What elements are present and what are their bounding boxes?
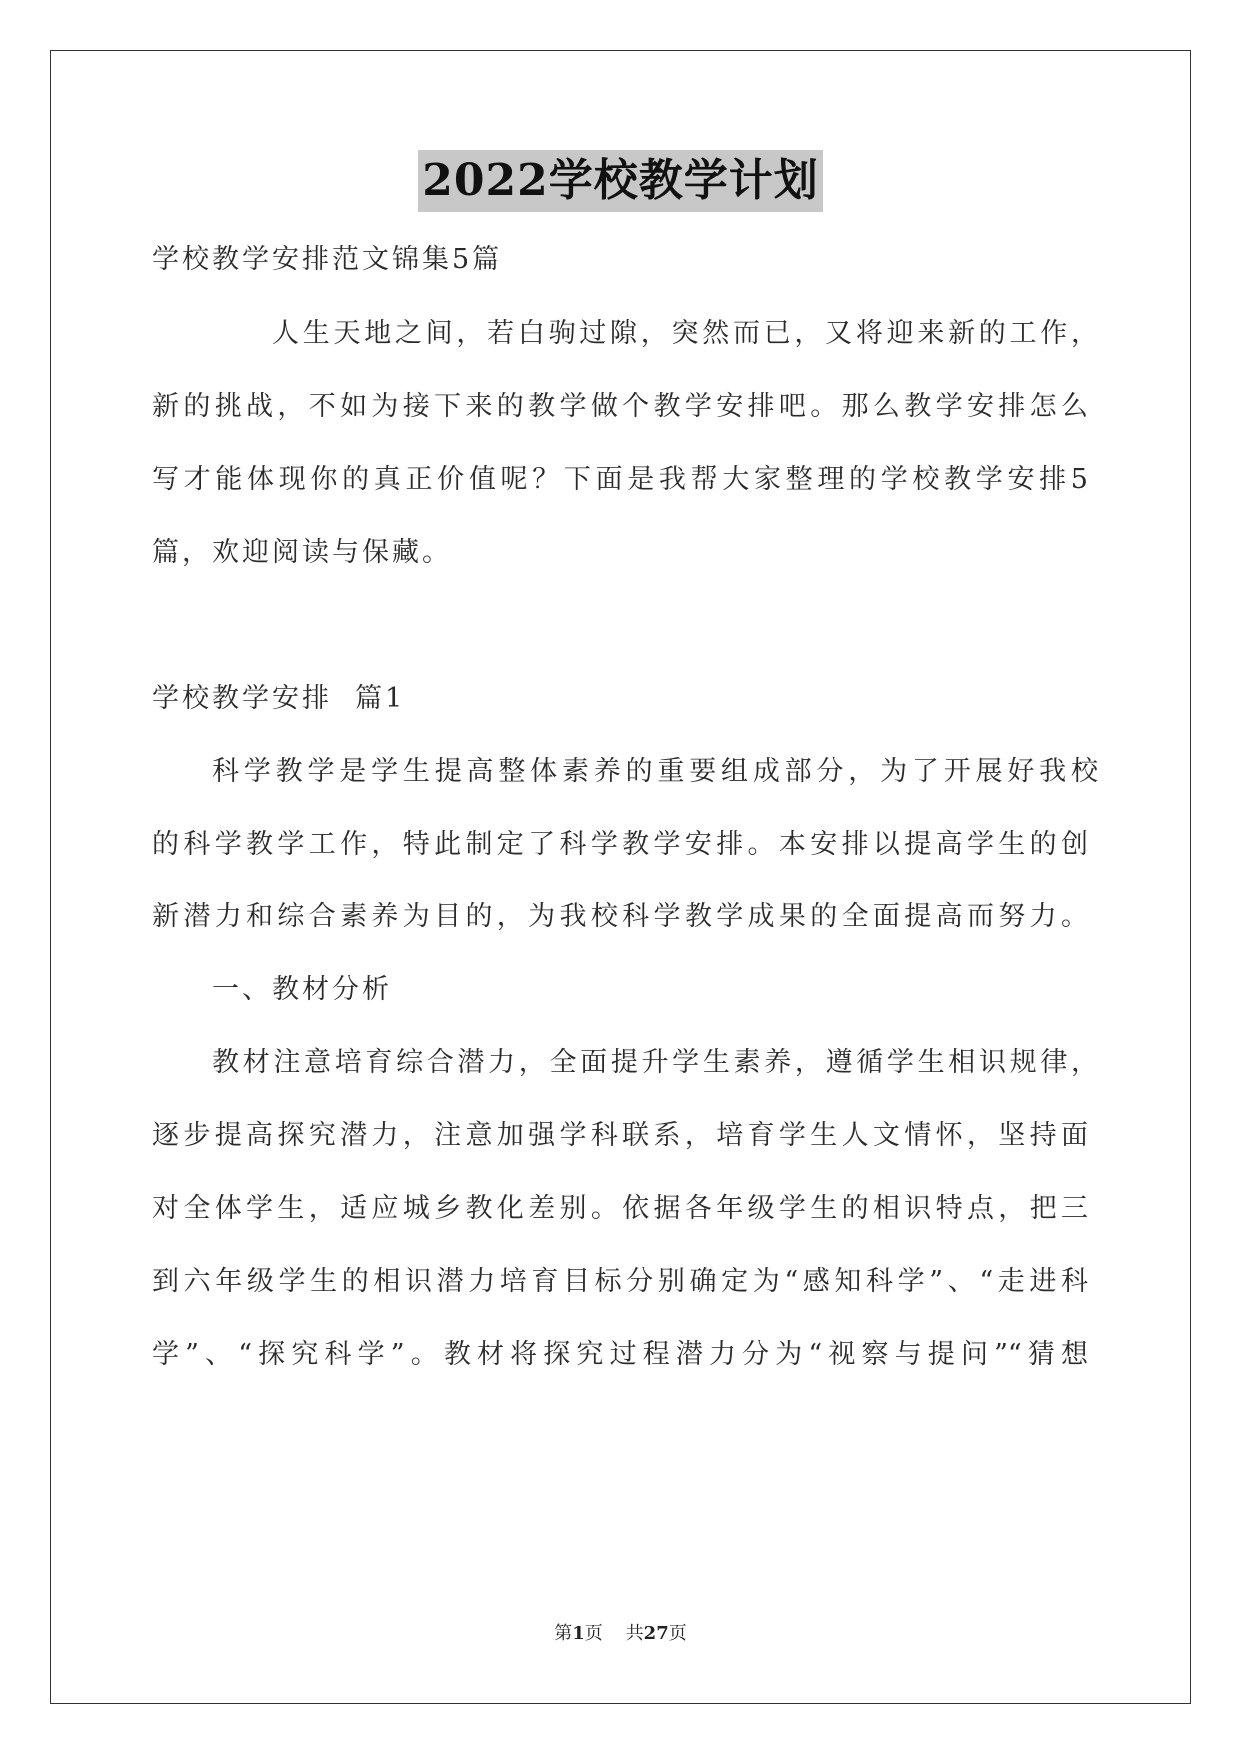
paragraph-line: 学”、“探究科学”。教材将探究过程潜力分为“视察与提问”“猜想 <box>152 1339 1088 1370</box>
paragraph-line: 逐步提高探究潜力，注意加强学科联系，培育学生人文情怀，坚持面 <box>152 1120 1088 1151</box>
page-footer <box>0 1622 1241 1646</box>
subtitle-line: 学校教学安排范文锦集5篇 <box>152 244 503 275</box>
document-title: 2022学校教学计划 <box>418 150 822 212</box>
paragraph-line: 科学教学是学生提高整体素养的重要组成部分，为了开展好我校 <box>212 756 1098 787</box>
title-container <box>0 150 1241 212</box>
paragraph-line: 人生天地之间，若白驹过隙，突然而已，又将迎来新的工作， <box>272 318 1098 349</box>
paragraph-line: 新的挑战，不如为接下来的教学做个教学安排吧。那么教学安排怎么 <box>152 391 1088 422</box>
page-border <box>50 50 1191 1704</box>
footer-total-prefix: 共 <box>625 1623 644 1644</box>
footer-total-pages: 27 <box>643 1623 669 1644</box>
footer-total-suffix: 页 <box>668 1623 687 1644</box>
paragraph-line: 的科学教学工作，特此制定了科学教学安排。本安排以提高学生的创 <box>152 829 1088 860</box>
section-heading: 学校教学安排 篇1 <box>152 683 406 714</box>
paragraph-line: 新潜力和综合素养为目的，为我校科学教学成果的全面提高而努力。 <box>152 901 1088 932</box>
paragraph-line: 到六年级学生的相识潜力培育目标分别确定为“感知科学”、“走进科 <box>152 1266 1088 1297</box>
paragraph-line: 教材注意培育综合潜力，全面提升学生素养，遵循学生相识规律， <box>212 1047 1098 1078</box>
paragraph-line: 篇，欢迎阅读与保藏。 <box>152 537 452 568</box>
footer-page-suffix: 页 <box>584 1623 603 1644</box>
footer-page-prefix: 第 <box>554 1623 573 1644</box>
paragraph-line: 对全体学生，适应城乡教化差别。依据各年级学生的相识特点，把三 <box>152 1193 1088 1224</box>
subsection-heading: 一、教材分析 <box>212 974 392 1005</box>
paragraph-line: 写才能体现你的真正价值呢？下面是我帮大家整理的学校教学安排5 <box>152 464 1088 495</box>
footer-page-number: 1 <box>572 1623 585 1644</box>
